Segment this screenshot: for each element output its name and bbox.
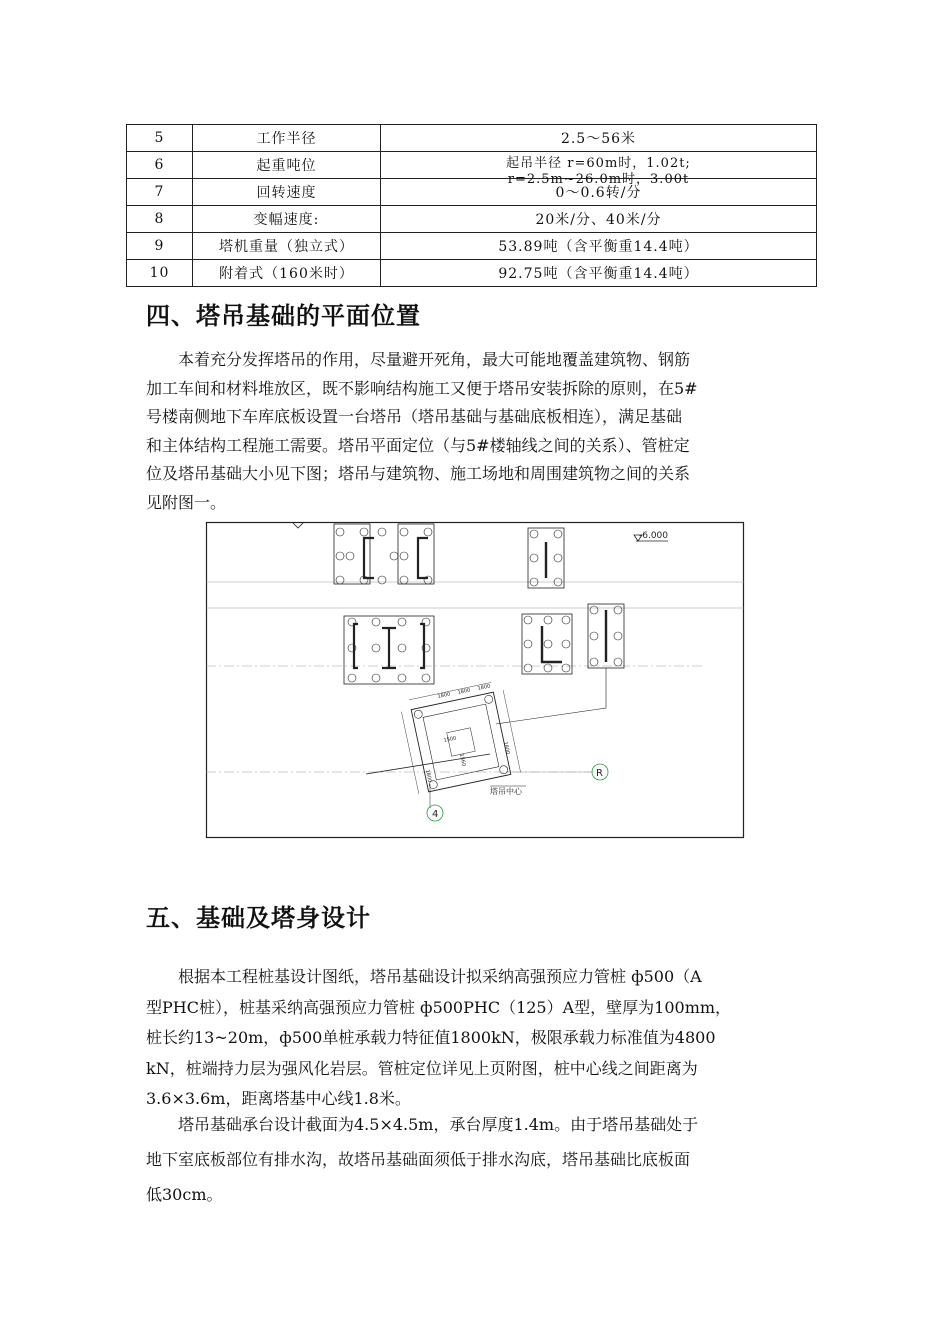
dimension-label: 1800 [424, 769, 433, 783]
crane-foundation-outline [399, 680, 520, 794]
paragraph-line: 型PHC桩），桩基采纳高强预应力管桩 ф500PHC（125）A型，壁厚为100mm， [146, 997, 732, 1017]
row-number: 8 [127, 206, 193, 233]
paragraph-line: 和主体结构工程施工需要。塔吊平面定位（与5#楼轴线之间的关系）、管桩定 [146, 435, 690, 455]
row-number: 7 [127, 179, 193, 206]
row-value: 20米/分、40米/分 [381, 206, 817, 233]
paragraph-line: 桩长约13~20m，ф500单桩承载力特征值1800kN，极限承载力标准值为4800 [146, 1028, 716, 1047]
section-4-heading: 四、塔吊基础的平面位置 [146, 302, 421, 330]
row-value: 0～0.6转/分 [381, 179, 817, 206]
row-value: 92.75吨（含平衡重14.4吨） [381, 260, 817, 287]
dimension-label: 1800 [437, 691, 451, 700]
table-row [127, 260, 817, 287]
section-5-paragraph-2 [146, 1107, 806, 1212]
level-label: -6.000 [639, 531, 669, 541]
paragraph-line: 见附图一。 [146, 492, 227, 512]
row-item: 变幅速度: [193, 206, 381, 233]
table-row [127, 179, 817, 206]
table-row [127, 233, 817, 260]
section-5-heading: 五、基础及塔身设计 [146, 904, 371, 932]
paragraph-line: 塔吊基础承台设计截面为4.5×4.5m，承台厚度1.4m。由于塔吊基础处于 [178, 1115, 699, 1134]
row-number: 6 [127, 152, 193, 179]
crane-center-label: 塔吊中心 [490, 787, 522, 796]
row-number: 5 [127, 125, 193, 152]
paragraph-line: 本着充分发挥塔吊的作用，尽量避开死角，最大可能地覆盖建筑物、钢筋 [178, 350, 691, 369]
row-number: 10 [127, 260, 193, 287]
dimension-label: 1800 [477, 683, 491, 692]
section-4-paragraph [146, 346, 806, 517]
table-row [127, 125, 817, 152]
paragraph-line: 位及塔吊基础大小见下图；塔吊与建筑物、施工场地和周围建筑物之间的关系 [146, 464, 691, 483]
paragraph-line: 根据本工程桩基设计图纸，塔吊基础设计拟采纳高强预应力管桩 ф500（A [178, 967, 702, 986]
table-row [127, 206, 817, 233]
crane-spec-table [126, 124, 817, 287]
dimension-label: 1800 [457, 687, 471, 696]
dimension-label: 1800 [502, 741, 511, 755]
row-number: 9 [127, 233, 193, 260]
paragraph-line: 加工车间和材料堆放区，既不影响结构施工又便于塔吊安装拆除的原则，在5# [146, 378, 698, 398]
row-value: 53.89吨（含平衡重14.4吨） [381, 233, 817, 260]
row-value-line1: 起吊半径 r=60m时，1.02t; [506, 156, 691, 171]
axis-r-label: R [596, 768, 603, 779]
section-5-paragraph-1 [146, 962, 806, 1115]
paragraph-line: kN，桩端持力层为强风化岩层。管桩定位详见上页附图，桩中心线之间距离为 [146, 1058, 698, 1078]
row-item: 回转速度 [193, 179, 381, 206]
row-item: 起重吨位 [193, 152, 381, 179]
paragraph-line: 低30cm。 [146, 1185, 223, 1204]
row-value-line2: r=2.5m~26.0m时，3.00t [507, 172, 690, 187]
paragraph-line: 3.6×3.6m，距离塔基中心线1.8米。 [146, 1089, 411, 1108]
table-row [127, 152, 817, 179]
row-item: 工作半径 [193, 125, 381, 152]
row-item: 塔机重量（独立式） [193, 233, 381, 260]
dimension-label: 1560 [458, 753, 467, 767]
crane-foundation-plan-drawing [206, 522, 744, 838]
paragraph-line: 号楼南侧地下车库底板设置一台塔吊（塔吊基础与基础底板相连），满足基础 [146, 407, 683, 426]
dimension-label: 1500 [443, 735, 457, 744]
axis-4-label: 4 [432, 809, 439, 820]
drawing-frame [207, 523, 744, 838]
row-item: 附着式（160米时） [193, 260, 381, 287]
paragraph-line: 地下室底板部位有排水沟，故塔吊基础面须低于排水沟底，塔吊基础比底板面 [146, 1150, 691, 1169]
row-value [381, 152, 817, 187]
row-value: 2.5～56米 [381, 125, 817, 152]
